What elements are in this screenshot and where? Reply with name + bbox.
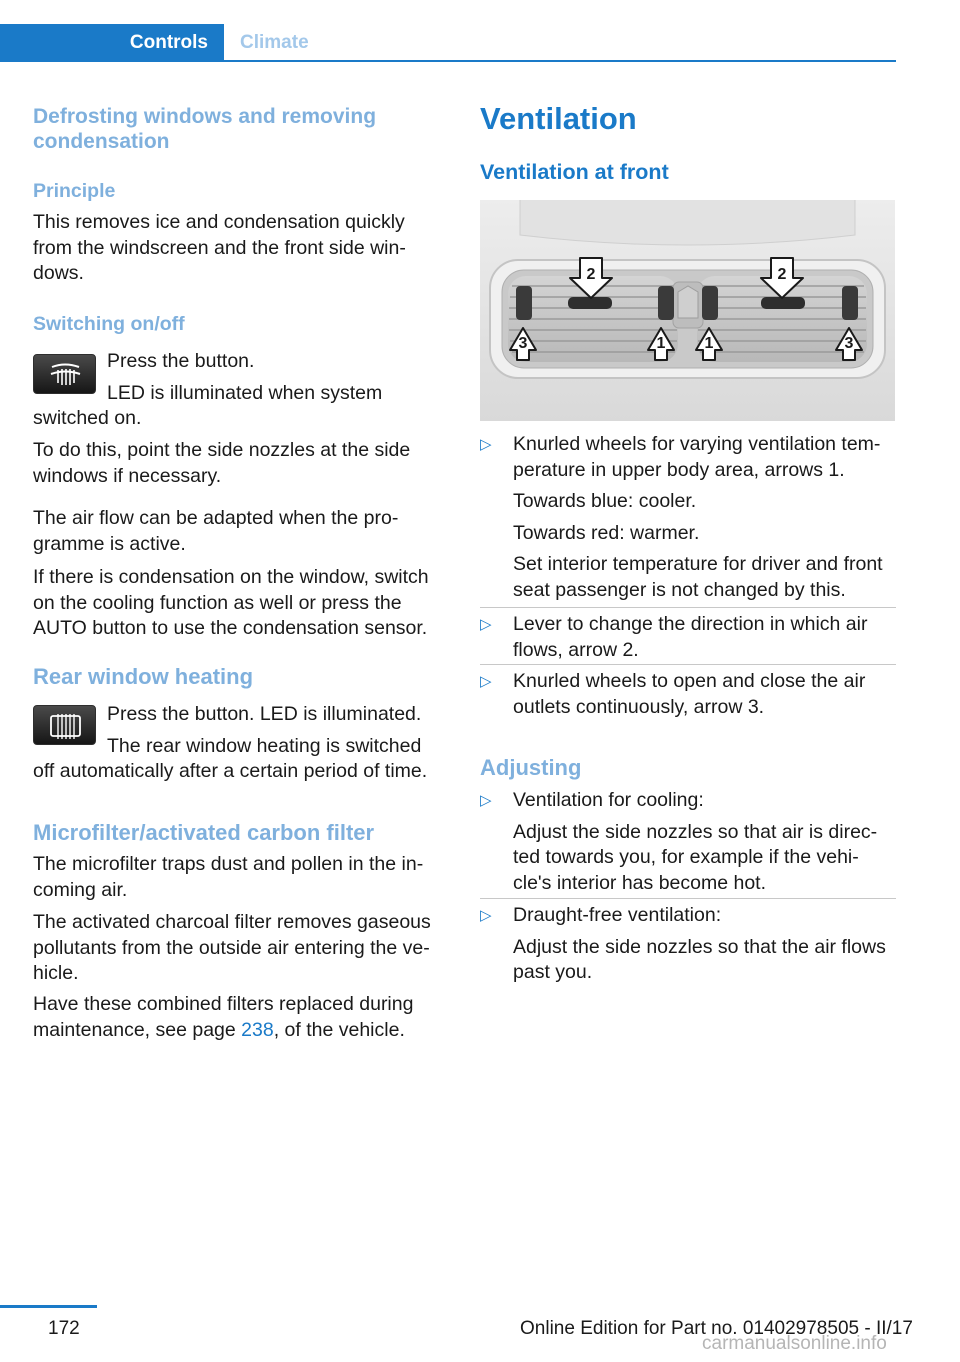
- bullet2-line2: flows, arrow 2.: [513, 638, 639, 661]
- condensation-text: [33, 565, 453, 642]
- watermark-text: carmanualsonline.info: [702, 1333, 887, 1354]
- micro-line4: pollutants from the outside air entering the ve-: [33, 936, 430, 959]
- principle-line3: dows.: [33, 262, 84, 284]
- fig-label-1a: 1: [656, 335, 666, 352]
- list-divider: [480, 607, 896, 608]
- list-divider: [480, 664, 896, 665]
- footer-rule: [0, 1305, 97, 1308]
- microfilter-text2: [33, 910, 453, 987]
- micro-line5: hicle.: [33, 962, 79, 984]
- page-238-link[interactable]: 238: [241, 1018, 274, 1041]
- triangle-bullet-icon: ▷: [480, 792, 492, 809]
- adjust2-extra: Adjust the side nozzles so that the air flows past you.: [513, 935, 886, 983]
- principle-text: [33, 210, 453, 287]
- rear-window-heading: Rear window heating: [33, 664, 254, 689]
- micro-line7: [33, 1018, 453, 1044]
- list-item-text: [513, 788, 903, 902]
- rear-text1: Press the button. LED is illuminated.: [107, 703, 422, 725]
- bullet3-line2: outlets continuously, arrow 3.: [513, 695, 765, 718]
- airflow-text: [33, 506, 453, 557]
- triangle-bullet-icon: ▷: [480, 907, 492, 924]
- triangle-bullet-icon: ▷: [480, 436, 492, 453]
- micro-line3: The activated charcoal filter removes gaseous: [33, 911, 431, 933]
- rear-text2a: The rear window heating is switched: [107, 735, 422, 757]
- fig-label-3a: 3: [518, 335, 528, 352]
- defrost-button-icon: [33, 354, 96, 394]
- condensation-line2: on the cooling function as well or press the: [33, 591, 402, 614]
- principle-line2: from the windscreen and the front side win-: [33, 236, 406, 259]
- defrost-heading-line1: Defrosting windows and removing: [33, 105, 377, 128]
- adjust1-extra: Adjust the side nozzles so that air is direc- ted towards you, for example if the vehi- cle's interior has become hot.: [513, 820, 878, 894]
- microfilter-heading: Microfilter/activated carbon filter: [33, 820, 375, 845]
- condensation-line3: AUTO button to use the condensation sensor.: [33, 617, 428, 639]
- fig-label-3b: 3: [844, 335, 854, 352]
- defrost-heading-line2: condensation: [33, 130, 170, 153]
- bullet1-line1: Knurled wheels for varying ventilation tem-: [513, 433, 881, 455]
- adjust2-line1: Draught-free ventilation:: [513, 904, 722, 926]
- triangle-bullet-icon: ▷: [480, 616, 492, 633]
- microfilter-text1: [33, 852, 453, 903]
- list-divider: [480, 898, 896, 899]
- principle-line1: This removes ice and condensation quickly: [33, 211, 405, 233]
- bullet1-extra2: Towards red: warmer.: [513, 521, 700, 544]
- vent-figure: [480, 200, 895, 421]
- bullet1-extra1: Towards blue: cooler.: [513, 490, 697, 512]
- bullet1-line2: perature in upper body area, arrows 1.: [513, 458, 845, 481]
- bullet3-line1: Knurled wheels to open and close the air: [513, 670, 866, 692]
- bullet1-extra3: Set interior temperature for driver and front seat passenger is not changed by this.: [513, 553, 883, 601]
- vent-illustration: [480, 200, 895, 421]
- airflow-line2: gramme is active.: [33, 532, 186, 555]
- bullet2-line1: Lever to change the direction in which air: [513, 613, 868, 635]
- chapter-header: [0, 24, 896, 62]
- list-item-text: [513, 669, 903, 726]
- condensation-line1: If there is condensation on the window, switch: [33, 566, 429, 588]
- switching-heading: Switching on/off: [33, 313, 185, 335]
- nozzle-text: [33, 438, 453, 489]
- micro-line7-post: , of the vehicle.: [273, 1018, 405, 1041]
- adjusting-heading: Adjusting: [480, 755, 582, 780]
- ventilation-heading: Ventilation: [480, 101, 637, 136]
- list-item-text: [513, 612, 903, 669]
- triangle-bullet-icon: ▷: [480, 673, 492, 690]
- list-item-text: [513, 432, 903, 609]
- fig-label-2b: 2: [777, 266, 787, 283]
- rear-window-button-icon: [33, 705, 96, 745]
- tab-climate[interactable]: Climate: [240, 32, 309, 53]
- micro-line1: The microfilter traps dust and pollen in the in-: [33, 853, 424, 875]
- airflow-line1: The air flow can be adapted when the pro-: [33, 507, 399, 529]
- rear-text2b: off automatically after a certain period of time.: [33, 760, 428, 782]
- micro-line2: coming air.: [33, 878, 128, 901]
- switching-text2b: switched on.: [33, 407, 142, 429]
- defrost-heading: [33, 104, 376, 154]
- principle-heading: Principle: [33, 180, 116, 202]
- list-item-text: [513, 903, 903, 992]
- micro-line6: Have these combined filters replaced during: [33, 993, 414, 1015]
- page-number: 172: [48, 1318, 80, 1339]
- ventilation-front-heading: Ventilation at front: [480, 160, 669, 184]
- microfilter-text3: [33, 992, 453, 1043]
- fig-label-1b: 1: [704, 335, 714, 352]
- nozzle-line1: To do this, point the side nozzles at the side: [33, 439, 411, 461]
- edition-text: Online Edition for Part no. 01402978505 - II/17: [520, 1318, 913, 1339]
- nozzle-line2: windows if necessary.: [33, 464, 222, 487]
- switching-text1: Press the button.: [107, 350, 255, 372]
- tab-controls[interactable]: Controls: [0, 24, 224, 62]
- micro-line7-pre: maintenance, see page: [33, 1018, 242, 1041]
- adjust1-line1: Ventilation for cooling:: [513, 789, 704, 811]
- fig-label-2a: 2: [586, 266, 596, 283]
- switching-text2a: LED is illuminated when system: [107, 382, 383, 404]
